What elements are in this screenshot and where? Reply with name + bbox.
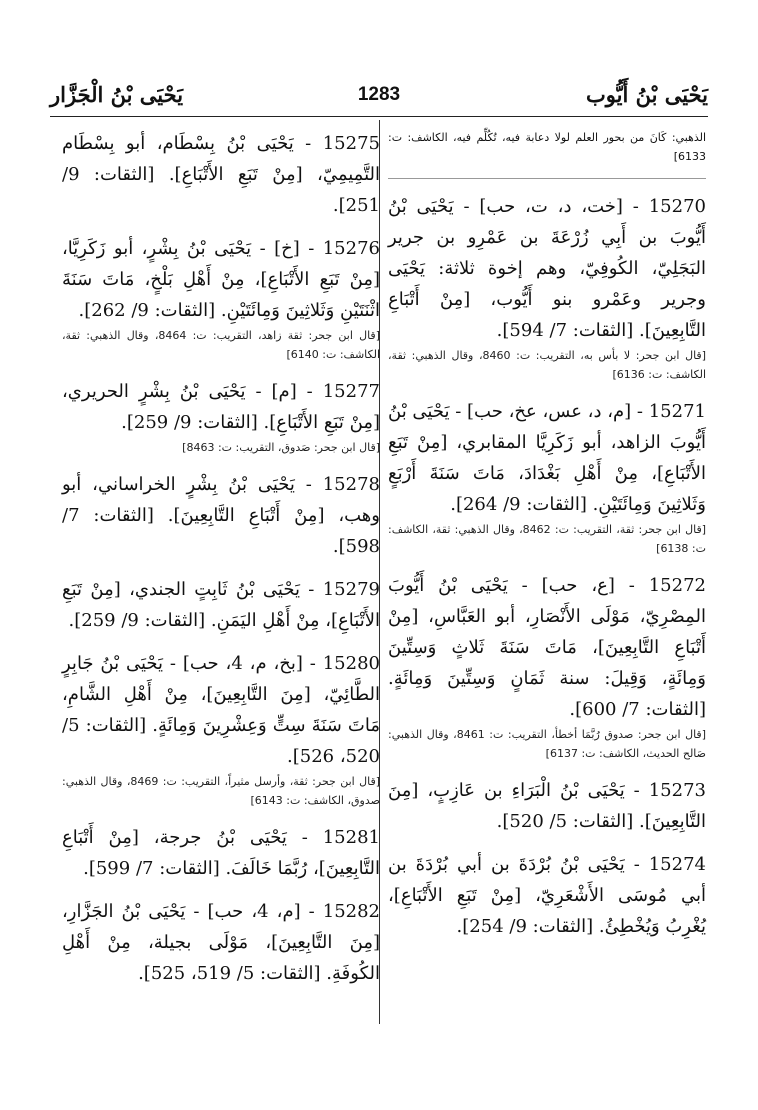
entry-text: 15276 - [خ] - يَحْيَى بْنُ بِشْرٍ، أبو زَكَرِيَّا، [مِنْ تَبَعِ الأَتْبَاعِ]، مِنْ أَهْلِ بَلْخٍ، مَاتَ سَنَةَ اثْنَتَيْنِ وَثَلاثِينَ وَمِائَتَيْنِ. [الثقات: 9/ 262]. (62, 238, 380, 321)
entry-text: 15272 - [ع، حب] - يَحْيَى بْنُ أَيُّوبَ المِصْرِيّ، مَوْلَى الأَنْصَارِ، أبو العَبَّاسِ، [مِنْ أَتْبَاعِ التَّابِعِينَ]، مَاتَ سَنَةَ ثَلاثٍ وَسِتِّينَ وَمِائَةٍ، وَقِيلَ: سنة ثَمَانٍ وَسِتِّينَ وَمِائَةٍ. [الثقات: 7/ 600]. (388, 575, 706, 720)
biography-entry (62, 376, 380, 457)
running-title-left: يَحْيَى بْنُ الْجَزَّار (50, 82, 184, 107)
biography-entry (62, 469, 380, 562)
entry-text: 15271 - [م، د، عس، عخ، حب] - يَحْيَى بْنُ أَيُّوبَ الزاهد، أبو زَكَرِيَّا المقابري، [مِنْ تَبَعِ الأَتْبَاعِ]، مِنْ أَهْلِ بَغْدَادَ، مَاتَ سَنَةَ أَرْبَعٍ وَثَلاثِينَ وَمِائَتَيْنِ. [الثقات: 9/ 264]. (388, 401, 706, 515)
entry-text: 15279 - يَحْيَى بْنُ ثَابِتٍ الجندي، [مِنْ تَبَعِ الأَتْبَاعِ]، مِنْ أَهْلِ اليَمَنِ. [الثقات: 9/ 259]. (62, 579, 380, 631)
entry-text: 15281 - يَحْيَى بْنُ جرجة، [مِنْ أَتْبَاعِ التَّابِعِينَ]، رُبَّمَا خَالَفَ. [الثقات: 7/ 599]. (62, 827, 380, 879)
entry-footnote: [قال ابن جحر: ثقة، وأرسل مثيراً، التقريب: ت: 8469، وقال الذهبي: صدوق، الكاشف: ت: 6143] (62, 775, 380, 807)
biography-entry (62, 574, 380, 636)
biography-entry (62, 822, 380, 884)
left-entry-list (62, 128, 380, 989)
entry-footnote: [قال ابن جحر: ثقة، التقريب: ت: 8462، وقال الذهبي: ثقة، الكاشف: ت: 6138] (388, 523, 706, 555)
entry-footnote: [قال ابن جحر: ثقة زاهد، التقريب: ت: 8464، وقال الذهبي: ثقة، الكاشف: ت: 6140] (62, 329, 380, 361)
entry-text: 15275 - يَحْيَى بْنُ بِسْطَام، أبو بِسْطَام التَّمِيمِيّ، [مِنْ تَبَعِ الأَتْبَاعِ]. [الثقات: 9/ 251]. (62, 133, 380, 216)
entry-text: 15274 - يَحْيَى بْنُ بُرْدَةَ بن أبي بُرْدَةَ بن أبي مُوسَى الأَشْعَرِيّ، [مِنْ تَبَعِ الأَتْبَاعِ]، يُغْرِبُ وَيُخْطِئُ. [الثقات: 9/ 254]. (388, 854, 706, 937)
biography-entry (62, 233, 380, 364)
biography-entry (388, 570, 706, 763)
running-title-right: يَحْيَى بْنُ أَيُّوب (586, 82, 708, 107)
footnote-separator (388, 178, 706, 179)
entry-text: 15270 - [خت، د، ت، حب] - يَحْيَى بْنُ أَيُّوبَ بن أَبِي زُرْعَةَ بن عَمْرِو بن جرير البَجَلِيّ، الكُوفِيّ، وهم إخوة ثلاثة: يَحْيَى وجرير وعَمْرو بنو أَيُّوب، [مِنْ أَتْبَاعِ التَّابِعِينَ]. [الثقات: 7/ 594]. (388, 196, 706, 341)
right-entry-list (388, 191, 706, 942)
entry-text: 15273 - يَحْيَى بْنُ الْبَرَاءِ بن عَازِبٍ، [مِنَ التَّابِعِينَ]. [الثقات: 5/ 520]. (388, 780, 706, 832)
entry-footnote: [قال ابن جحر: صدوق رُبَّمَا أخطأ، التقريب: ت: 8461، وقال الذهبي: صَالح الحديث، الكاشف: ت: 6137] (388, 728, 706, 760)
continued-note: الذهبي: كَانَ من بحور العلم لولا دعابة فيه، تُكُلِّم فيه، الكاشف: ت: 6133] (388, 131, 706, 163)
biography-entry (388, 775, 706, 837)
biography-entry (388, 849, 706, 942)
biography-entry (388, 396, 706, 558)
right-column (388, 128, 706, 954)
entry-footnote: [قال ابن جحر: صَدوق، التقريب: ت: 8463] (182, 441, 380, 454)
entry-footnote: [قال ابن جحر: لا بأس به، التقريب: ت: 8460، وقال الذهبي: ثقة، الكاشف: ت: 6136] (388, 349, 706, 381)
biography-entry (62, 648, 380, 810)
entry-text: 15277 - [م] - يَحْيَى بْنُ بِشْرٍ الحريري، [مِنْ تَبَعِ الأَتْبَاعِ]. [الثقات: 9/ 259]. (62, 381, 380, 433)
biography-entry (62, 128, 380, 221)
biography-entry (62, 896, 380, 989)
entry-text: 15278 - يَحْيَى بْنُ بِشْرٍ الخراساني، أبو وهب، [مِنْ أَتْبَاعِ التَّابِعِينَ]. [الثقات: 7/ 598]. (62, 474, 380, 557)
biography-entry (388, 191, 706, 384)
left-column (62, 128, 380, 1001)
page-number: 1283 (357, 84, 401, 105)
entry-text: 15282 - [م، 4، حب] - يَحْيَى بْنُ الجَزَّارِ، [مِنَ التَّابِعِينَ]، مَوْلَى بجيلة، مِنْ أَهْلِ الكُوفَةِ. [الثقات: 5/ 519، 525]. (62, 901, 381, 984)
header-rule (50, 116, 708, 117)
entry-text: 15280 - [بخ، م، 4، حب] - يَحْيَى بْنُ جَابِرٍ الطَّائِيّ، [مِنَ التَّابِعِينَ]، مِنْ أَهْلِ الشَّامِ، مَاتَ سَنَةَ سِتٍّ وَعِشْرِينَ وَمِائَةٍ. [الثقات: 5/ 520، 526]. (62, 653, 380, 767)
page-header (50, 82, 708, 116)
